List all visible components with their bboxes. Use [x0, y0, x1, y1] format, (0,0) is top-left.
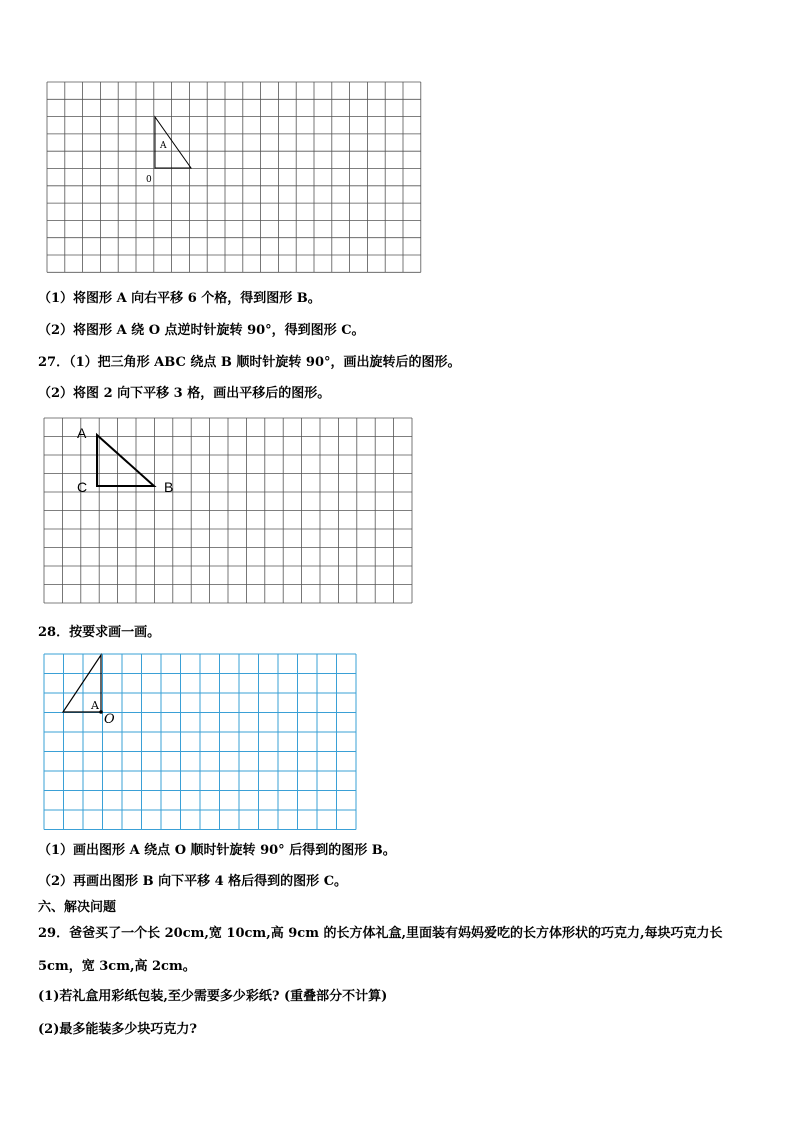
q29-part2: (2)最多能装多少块巧克力?: [38, 1022, 197, 1037]
q27-part1: 27．（1）把三角形 ABC 绕点 B 顺时针旋转 90°，画出旋转后的图形。: [38, 355, 461, 370]
q26-part2: （2）将图形 A 绕 O 点逆时针旋转 90°，得到图形 C。: [38, 323, 365, 338]
triangle-abc: [97, 435, 154, 486]
q27-part2: （2）将图 2 向下平移 3 格，画出平移后的图形。: [38, 386, 331, 401]
grid-figure-3: [43, 653, 359, 831]
label-a: A: [77, 425, 87, 441]
grid-figure-2: [42, 416, 416, 608]
q29-line2: 5cm，宽 3cm,高 2cm。: [38, 959, 196, 974]
label-o: 0: [146, 175, 152, 185]
label-o: O: [104, 712, 115, 727]
q26-part1: （1）将图形 A 向右平移 6 个格，得到图形 B。: [38, 291, 321, 306]
label-c: C: [77, 479, 88, 495]
q28-part1: （1）画出图形 A 绕点 O 顺时针旋转 90° 后得到的图形 B。: [38, 843, 396, 858]
label-a: A: [160, 141, 167, 151]
label-b: B: [164, 479, 174, 495]
q29-part1: (1)若礼盒用彩纸包装,至少需要多少彩纸? (重叠部分不计算): [38, 989, 388, 1004]
q29-line1: 29．爸爸买了一个长 20cm,宽 10cm,高 9cm 的长方体礼盒,里面装有妈妈爱吃的长方体形状的巧克力,每块巧克力长: [38, 926, 723, 941]
section6-title: 六、解决问题: [38, 900, 117, 915]
point-o: [99, 710, 103, 714]
q28-part2: （2）再画出图形 B 向下平移 4 格后得到的图形 C。: [38, 874, 348, 889]
q28-title: 28．按要求画一画。: [38, 625, 161, 640]
label-a: A: [91, 699, 99, 712]
grid-figure-1: [45, 80, 425, 276]
